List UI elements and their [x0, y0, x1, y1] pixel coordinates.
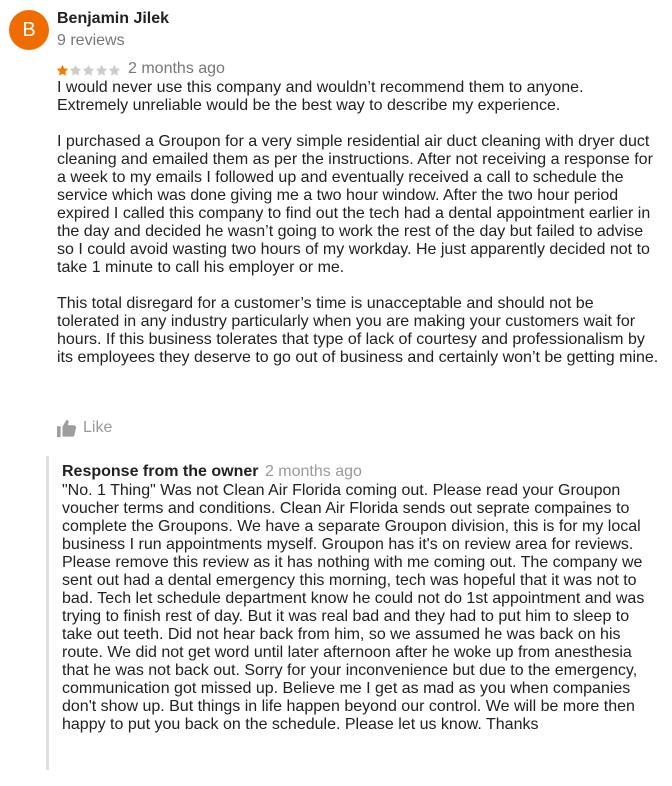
- owner-response-header: [62, 463, 362, 481]
- review-paragraph: I purchased a Groupon for a very simple residential air duct cleaning with dryer duct cleaning and emailed them as per the instructions. After not receiving a response for a week to my emails I followed up and eventually received a call to schedule the service which was done giving me a two hour window. After the two hour period expired I called this company to find out the tech had a dental appointment earlier in the day and decided he wasn’t going to work the rest of the day but failed to advise so I could avoid wasting two hours of my workday. He just apparently decided not to take 1 minute to call his employer or me.: [57, 133, 653, 276]
- rating-row: [56, 59, 225, 79]
- star-empty-icon: [82, 64, 95, 77]
- review-date: 2 months ago: [128, 60, 225, 77]
- owner-response: [46, 456, 659, 770]
- review-text: [57, 79, 659, 385]
- avatar-letter: B: [22, 19, 36, 41]
- like-label: Like: [83, 419, 113, 436]
- owner-response-text: "No. 1 Thing" Was not Clean Air Florida coming out. Please read your Groupon voucher terms and conditions. Clean Air Florida sends out seprate compaines to complete the Groupons. We have a separate Groupon division, this is for my local business I run appointments myself. Groupon has it's on review area for reviews. Please remove this review as it has nothing with me coming out. The company we sent out had a dental emergency this morning, tech was hopeful that it was not to bad. Tech let schedule department know he could not do 1st appointment and was trying to finish rest of day. But it was real bad and they had to put him to sleep to take out teeth. Did not hear back from him, so we assumed he was back on his route. We did not get word until later afternoon after he woke up from anesthesia that he was not back out. Sorry for your inconvenience but due to the emergency, communication got missed up. Believe me I get as mad as you when companies don't show up. But things in life happen beyond our control. We will be more then happy to put you back on the schedule. Please let us know. Thanks: [62, 482, 645, 733]
- review-paragraph: I would never use this company and wouldn’t recommend them to anyone. Extremely unreliable would be the best way to describe my experience.: [57, 79, 584, 114]
- author-review-count: 9 reviews: [57, 32, 125, 49]
- star-rating: [56, 64, 121, 77]
- star-filled-icon: [56, 64, 69, 77]
- star-empty-icon: [95, 64, 108, 77]
- owner-response-title: Response from the owner: [62, 463, 259, 480]
- review-paragraph: This total disregard for a customer’s time is unacceptable and should not be tolerated in any industry particularly when you are making your customers wait for hours. If this business tolerates that type of lack of courtesy and professionalism by its employees they deserve to go out of business and certainly won’t be getting mine.: [57, 295, 659, 366]
- author-avatar[interactable]: [9, 10, 49, 50]
- owner-response-date: 2 months ago: [264, 463, 362, 480]
- star-empty-icon: [108, 64, 121, 77]
- author-name[interactable]: Benjamin Jilek: [57, 10, 170, 27]
- like-button[interactable]: [56, 418, 112, 438]
- thumbs-up-icon: [56, 418, 78, 438]
- star-empty-icon: [69, 64, 82, 77]
